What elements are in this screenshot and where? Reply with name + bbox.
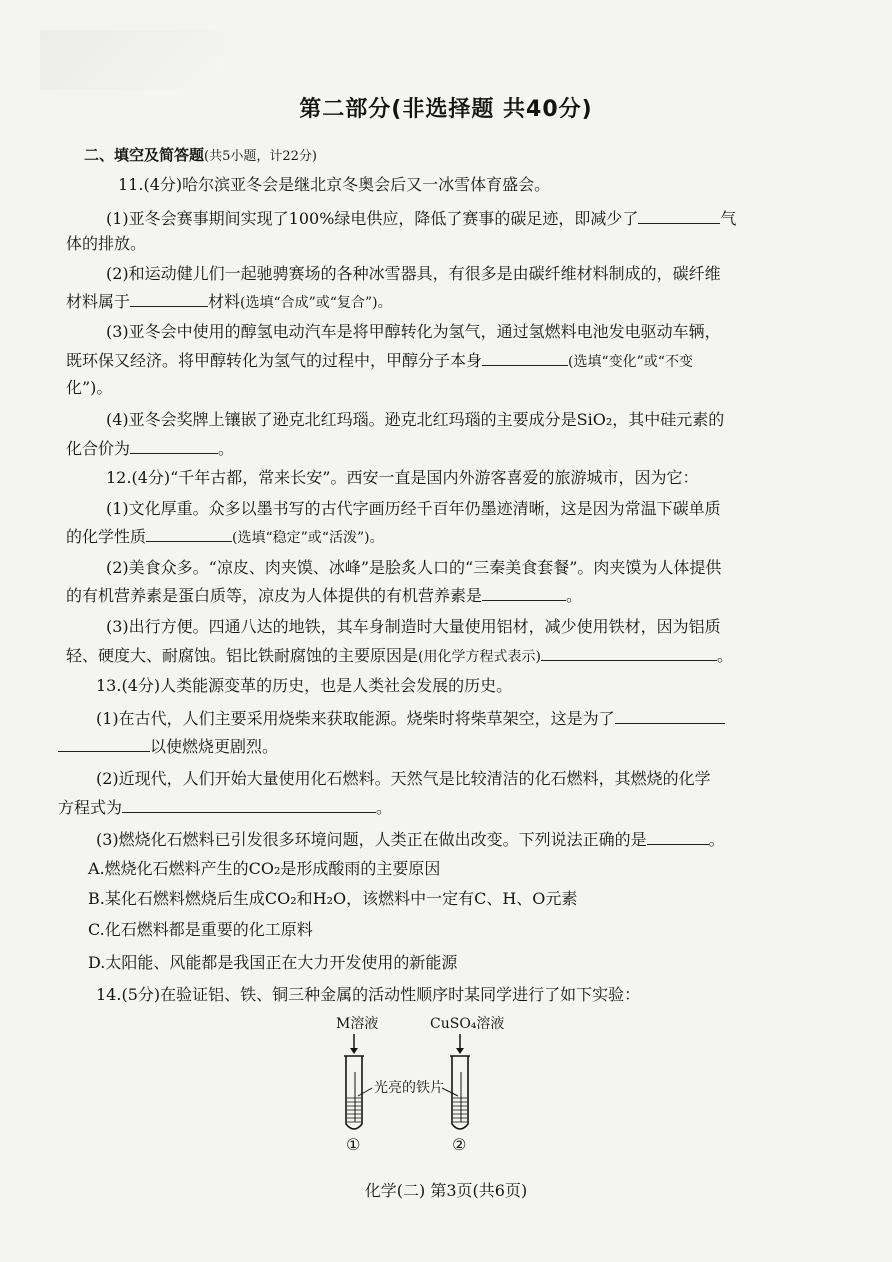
q14-intro: 14.(5分)在验证铝、铁、铜三种金属的活动性顺序时某同学进行了如下实验： [96, 985, 641, 1004]
answer-blank[interactable] [482, 350, 568, 366]
page-footer: 化学(二) 第3页(共6页) [364, 1181, 528, 1200]
answer-blank[interactable] [58, 736, 150, 752]
section-subtitle: (共5小题，计22分) [204, 149, 317, 164]
test-tubes-figure [320, 1012, 550, 1162]
q11-part2-cont: 材料属于 材料(选填“合成”或“复合”)。 [66, 292, 392, 311]
q13-option-b: B.某化石燃料燃烧后生成CO₂和H₂O，该燃料中一定有C、H、O元素 [88, 889, 578, 908]
answer-blank[interactable] [130, 438, 218, 454]
q12-part3: (3)出行方便。四通八达的地铁，其车身制造时大量使用铝材，减少使用铁材，因为铝质 [106, 617, 721, 636]
q13-intro: 13.(4分)人类能源变革的历史，也是人类社会发展的历史。 [96, 676, 513, 695]
answer-blank[interactable] [130, 291, 208, 307]
solution-1 [347, 1096, 361, 1124]
section-title: 二、填空及简答题 [84, 146, 205, 164]
q12-part1: (1)文化厚重。众多以墨书写的古代字画历经千百年仍墨迹清晰，这是因为常温下碳单质 [106, 499, 721, 518]
tube-label-2: ② [452, 1135, 467, 1154]
q11-part3-cont: 既环保又经济。将甲醇转化为氢气的过程中，甲醇分子本身 (选填“变化”或“不变 [66, 351, 693, 370]
q13-option-a: A.燃烧化石燃料产生的CO₂是形成酸雨的主要原因 [88, 859, 441, 878]
q12-intro: 12.(4分)“千年古都，常来长安”。西安一直是国内外游客喜爱的旅游城市，因为它： [106, 468, 699, 487]
q11-part2: (2)和运动健儿们一起驰骋赛场的各种冰雪器具，有很多是由碳纤维材料制成的，碳纤维 [106, 264, 721, 283]
q13-option-c: C.化石燃料都是重要的化工原料 [88, 920, 313, 939]
section-heading [84, 144, 317, 165]
q11-part4: (4)亚冬会奖牌上镶嵌了逊克北红玛瑙。逊克北红玛瑙的主要成分是SiO₂，其中硅元素的 [106, 410, 725, 429]
q11-part3-end: 化”)。 [66, 378, 113, 397]
q13-part3: (3)燃烧化石燃料已引发很多环境问题，人类正在做出改变。下列说法正确的是 。 [96, 830, 725, 849]
q12-part1-cont: 的化学性质 (选填“稳定”或“活泼”)。 [66, 527, 384, 546]
q11-part1: (1)亚冬会赛事期间实现了100%绿电供应，降低了赛事的碳足迹，即减少了 气 [106, 209, 737, 228]
label-cuso4-solution: CuSO₄溶液 [430, 1016, 505, 1032]
answer-blank[interactable] [541, 645, 717, 661]
q11-part1-cont: 体的排放。 [66, 234, 147, 253]
q11-part3: (3)亚冬会中使用的醇氢电动汽车是将甲醇转化为氢气，通过氢燃料电池发电驱动车辆， [106, 322, 721, 341]
label-iron-strip: 光亮的铁片 [374, 1080, 444, 1096]
arrow-cuso4-head [456, 1048, 464, 1054]
q13-option-d: D.太阳能、风能都是我国正在大力开发使用的新能源 [88, 953, 458, 972]
label-m-solution: M溶液 [336, 1016, 379, 1032]
solution-2 [453, 1096, 467, 1124]
q13-part1-cont: 以使燃烧更剧烈。 [58, 736, 278, 757]
answer-blank[interactable] [647, 829, 709, 845]
q11-part4-cont: 化合价为 。 [66, 439, 235, 458]
pointer-line-2 [442, 1088, 458, 1096]
q12-part3-cont: 轻、硬度大、耐腐蚀。铝比铁耐腐蚀的主要原因是(用化学方程式表示) 。 [66, 646, 733, 665]
page-title: 第二部分(非选择题 共40分) [299, 97, 593, 122]
q13-part2-cont: 方程式为 。 [58, 798, 393, 817]
answer-blank[interactable] [122, 797, 376, 813]
q12-part2: (2)美食众多。“凉皮、肉夹馍、冰峰”是脍炙人口的“三秦美食套餐”。肉夹馍为人体提供 [106, 558, 722, 577]
tube-label-1: ① [346, 1135, 361, 1154]
pointer-line-1 [358, 1088, 372, 1096]
scan-smudge [40, 30, 220, 90]
q11-intro: 11.(4分)哈尔滨亚冬会是继北京冬奥会后又一冰雪体育盛会。 [118, 175, 551, 194]
experiment-diagram [320, 1012, 550, 1162]
q12-part2-cont: 的有机营养素是蛋白质等，凉皮为人体提供的有机营养素是 。 [66, 586, 583, 605]
answer-blank[interactable] [482, 585, 566, 601]
answer-blank[interactable] [638, 208, 720, 224]
answer-blank[interactable] [146, 526, 232, 542]
q13-part2: (2)近现代，人们开始大量使用化石燃料。天然气是比较清洁的化石燃料，其燃烧的化学 [96, 769, 711, 788]
arrow-m-head [350, 1048, 358, 1054]
answer-blank[interactable] [615, 708, 725, 724]
q13-part1: (1)在古代，人们主要采用烧柴来获取能源。烧柴时将柴草架空，这是为了 [96, 708, 725, 729]
